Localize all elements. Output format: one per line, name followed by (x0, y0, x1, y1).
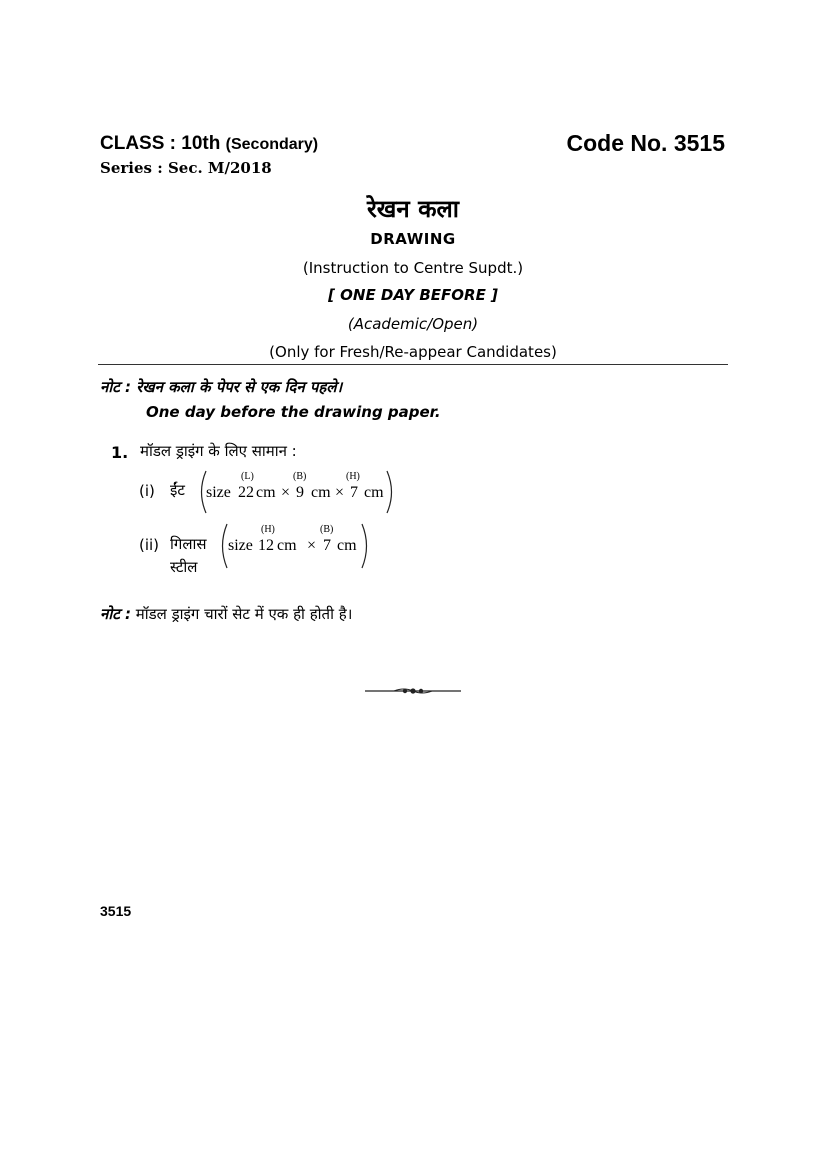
english-title: DRAWING (370, 230, 456, 248)
dim-unit: cm (337, 537, 357, 554)
candidates-line: (Only for Fresh/Re-appear Candidates) (269, 343, 557, 361)
dim-tag: (L) (241, 471, 254, 482)
dim-unit: cm (277, 537, 297, 554)
divider-line (98, 364, 728, 365)
item-label: (ii) (139, 536, 160, 554)
code-number: Code No. 3515 (566, 130, 725, 156)
question-number: 1. (111, 443, 129, 462)
dim-value: 7 (350, 484, 358, 501)
dim-value: 12 (258, 537, 274, 554)
note-text: मॉडल ड्राइंग चारों सेट में एक ही होती है। (135, 605, 353, 623)
times-symbol: × (335, 484, 345, 501)
dim-value: 9 (296, 484, 304, 501)
dim-unit: cm (256, 484, 276, 501)
one-day-before: [ ONE DAY BEFORE ] (328, 286, 498, 304)
size-word: size (228, 537, 253, 554)
dim-value: 7 (323, 537, 331, 554)
page-code: 3515 (100, 903, 132, 919)
end-ornament-icon (364, 684, 462, 698)
item-label: (i) (139, 482, 155, 500)
instruction-line: (Instruction to Centre Supdt.) (302, 259, 524, 277)
class-label: CLASS : 10th (100, 133, 221, 154)
dim-tag: (H) (346, 471, 360, 482)
note-label: नोट : (100, 605, 131, 623)
size-word: size (206, 484, 231, 501)
dim-unit: cm (364, 484, 384, 501)
dim-unit: cm (311, 484, 331, 501)
dim-value: 22 (238, 484, 254, 501)
times-symbol: × (307, 537, 317, 554)
item-name: ईंट (170, 481, 185, 499)
class-heading (100, 133, 318, 155)
class-sub: (Secondary) (225, 136, 319, 153)
academic-line: (Academic/Open) (347, 315, 479, 333)
dim-tag: (B) (293, 471, 307, 482)
dim-tag: (B) (320, 524, 334, 535)
right-paren (385, 470, 397, 514)
note-english: One day before the drawing paper. (146, 403, 441, 421)
item-name: गिलास (170, 535, 207, 553)
item-name-secondary: स्टील (170, 558, 198, 576)
question-text: मॉडल ड्राइंग के लिए सामान : (140, 442, 297, 460)
right-paren (360, 523, 372, 569)
series-line: Series : Sec. M/2018 (100, 159, 272, 177)
note-hindi: नोट : रेखन कला के पेपर से एक दिन पहले। (100, 378, 343, 396)
hindi-title: रेखन कला (366, 195, 460, 223)
times-symbol: × (281, 484, 291, 501)
dim-tag: (H) (261, 524, 275, 535)
note-model-drawing (100, 604, 352, 624)
